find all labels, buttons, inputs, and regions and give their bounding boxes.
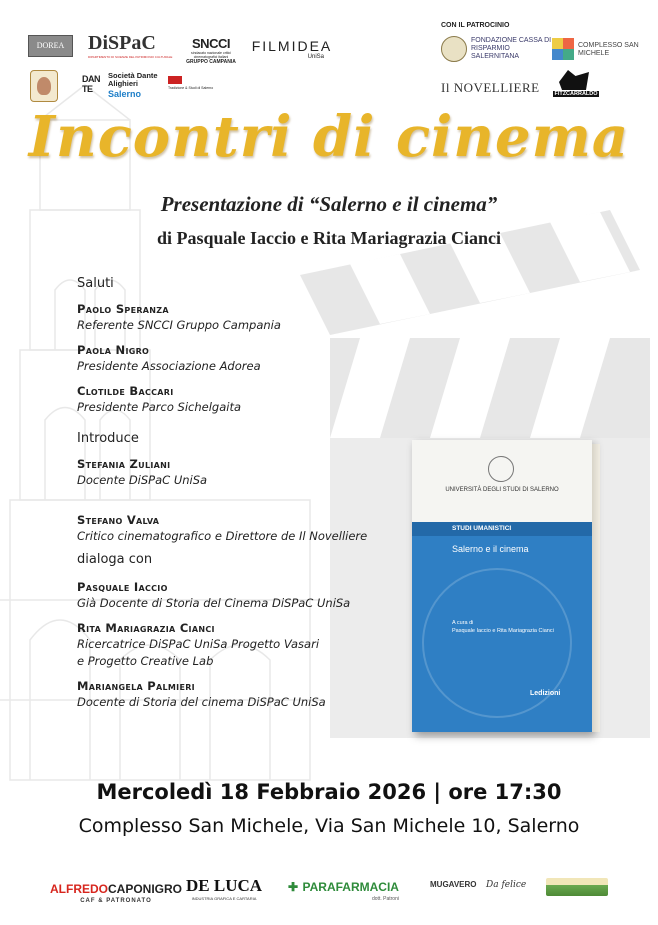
book-title: Salerno e il cinema [452,544,529,554]
patrocinio-label: CON IL PATROCINIO [441,22,510,29]
university-seal-icon [488,456,514,482]
dispac-logo [88,32,173,59]
speaker-name: Stefano Valva [77,513,160,527]
dafelice-text: Da felice [486,880,527,890]
authors-line: di Pasquale Iaccio e Rita Mariagrazia Cianci [157,228,501,248]
speaker-role: Presidente Parco Sichelgaita [77,400,242,414]
filmidea-logo [250,38,334,60]
tradizione-logo [168,76,224,90]
dispac-logo-subtitle: DIPARTIMENTO DI SCIENZE DEL PATRIMONIO CULTURALE [88,55,173,59]
section-saluti: Saluti [77,276,114,291]
sponsor-mugavero [430,880,477,889]
speaker-role: Referente SNCCI Gruppo Campania [77,318,281,332]
dorea-logo [28,35,73,57]
speaker-role: Critico cinematografico e Direttore de Il Novelliere [77,529,368,543]
complesso-logo-text: COMPLESSO SAN MICHELE [578,42,639,57]
parafarmacia-subtitle: dott. Patroni [372,896,399,902]
dispac-logo-text: DiSPaC [88,32,156,54]
speaker-name: Clotilde Baccari [77,384,174,398]
book-publisher: Ledizioni [530,690,561,697]
caponigro-first: ALFREDO [50,882,108,896]
speaker-name: Pasquale Iaccio [77,580,168,594]
fondazione-logo [441,36,551,64]
book-curators-label: A cura di [452,620,474,626]
deluca-text: DE LUCA [186,876,263,895]
mugavero-text: MUGAVERO [430,880,477,889]
speaker-name: Paola Nigro [77,343,150,357]
sponsor-parafarmacia [288,878,399,902]
dante-mark: DANTE [82,74,100,94]
fondazione-logo-text: FONDAZIONE CASSA DI RISPARMIO SALERNITANA [471,37,552,60]
speaker-name: Rita Mariagrazia Cianci [77,621,215,635]
section-dialoga: dialoga con [77,552,153,567]
speaker-name: Paolo Speranza [77,302,169,316]
sponsor-caponigro [50,880,182,904]
sponsor-landscape-logo [546,878,608,896]
sponsor-dafelice [486,880,526,890]
speaker-role: Presidente Associazione Adorea [77,359,261,373]
caponigro-subtitle: CAF & PATRONATO [80,898,152,904]
sponsor-deluca [186,876,262,901]
book-series: STUDI UMANISTICI [412,522,592,536]
pharmacy-cross-icon: ✚ [288,880,299,894]
sncci-logo-subtitle: sindacato nazionale critici cinematografici italiani [191,51,231,59]
event-subtitle: Presentazione di “Salerno e il cinema” [160,192,498,216]
dante-city-text: Salerno [108,89,142,99]
novelliere-logo: Il NOVELLIERE [441,80,540,95]
dorea-logo-text: DOREA [36,41,65,50]
complesso-san-michele-logo [552,38,644,64]
book-cover-header [412,440,592,522]
book-spine [592,444,600,732]
section-introduce: Introduce [77,431,139,446]
dante-alighieri-logo [82,72,162,98]
speaker-role: Ricercatrice DiSPaC UniSa Progetto Vasari [77,637,320,651]
filmidea-logo-text: FILMIDEA [251,38,333,54]
book-university: UNIVERSITÀ DEGLI STUDI DI SALERNO [445,487,559,493]
event-location: Complesso San Michele, Via San Michele 10, Salerno [78,815,580,837]
filmidea-logo-subtitle: UniSa [307,54,324,60]
fitzcarraldo-logo-text: FITZCARRALDO [554,91,598,97]
speaker-role: Docente di Storia del cinema DiSPaC UniSa [77,695,326,709]
book-curators: Pasquale Iaccio e Rita Mariagrazia Cianci [452,628,554,634]
coat-of-arms-logo [30,70,58,102]
tradizione-logo-text: Tradizione & Studi di Salerno [168,86,214,90]
sncci-logo [184,36,238,65]
sncci-logo-group: GRUPPO CAMPANIA [186,59,236,65]
speaker-role: Già Docente di Storia del Cinema DiSPaC UniSa [77,596,351,610]
speaker-name: Mariangela Palmieri [77,679,195,693]
parafarmacia-text: PARAFARMACIA [302,880,399,894]
speaker-name: Stefania Zuliani [77,457,171,471]
speaker-role: Docente DiSPaC UniSa [77,473,208,487]
program-list [77,276,417,712]
speaker-role: e Progetto Creative Lab [77,654,214,668]
book-cover [412,440,592,732]
event-date-time: Mercoledì 18 Febbraio 2026 | ore 17:30 [96,780,562,804]
fitzcarraldo-logo [553,70,599,100]
dante-society-text: Società Dante Alighieri [108,71,158,88]
sncci-logo-text: SNCCI [192,36,230,51]
event-title: Incontri di cinema [28,104,630,170]
caponigro-last: CAPONIGRO [108,882,183,896]
deluca-subtitle: INDUSTRIA GRAFICA E CARTARIA [191,896,257,901]
